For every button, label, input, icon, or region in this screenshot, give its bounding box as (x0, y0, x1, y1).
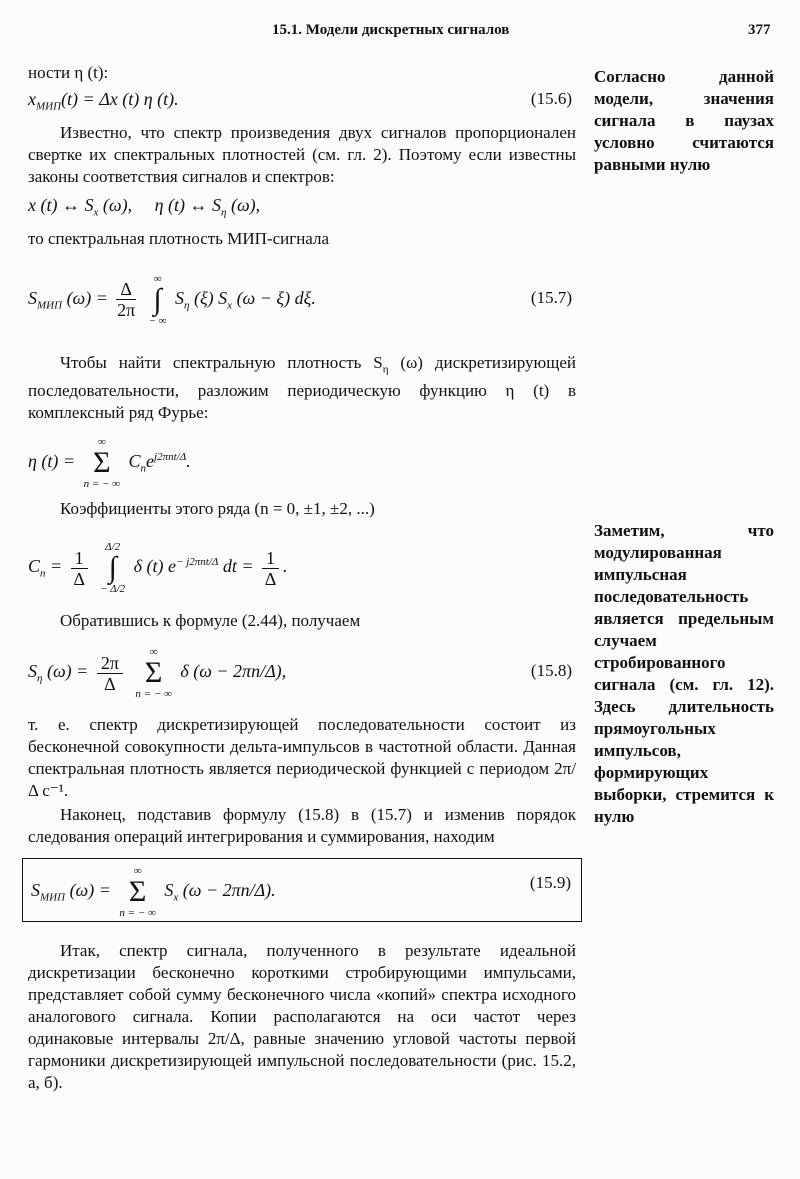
fraction: $\frac{1}{\Delta}$ (262, 548, 279, 589)
integral-sign: Δ/2 ∫ − Δ/2 (100, 541, 126, 596)
equation-number: (15.6) (530, 89, 572, 108)
formula-coefficients: $C_n$ = $\frac{1}{\Delta}$ Δ/2 ∫ − Δ/2 δ (t) $e^{- j2\pi nt/\Delta}$ dt = $\frac{1}{\Delta}$ . (28, 541, 288, 596)
margin-note-2: Заметим, что модулированная импульсная последовательность является предельным случаем стробированного сигнала (см. гл. 12). Здесь длительность прямоугольных импульсов, формирующих выборки, стремится к нулю (594, 521, 774, 826)
formula-15-8: $S_\eta$ (ω) = $\frac{2\pi}{\Delta}$ ∞ Σ n = − ∞ δ (ω − 2πn/Δ), (15.8) (28, 636, 576, 706)
paragraph: Итак, спектр сигнала, полученного в результате идеальной дискретизации бесконечно короткими стробирующими импульсами, представляет собой сумму бесконечного числа «копий» спектра исходного аналогового сигнала. Копии располагаются на оси частот через одинаковые интервалы 2π/Δ, равные значению угловой частоты первой гармоники дискретизирующей импульсной последовательности (рис. 15.2, а, б). (28, 941, 576, 1093)
formula-15-7: $S_{МИП}$ (ω) = $\frac{\Delta}{2\pi}$ ∞ ∫ − ∞ $S_\eta$ (ξ) $S_x$ (ω − ξ) dξ. (15.7) (28, 256, 576, 340)
fraction: $\frac{\Delta}{2\pi}$ (117, 279, 136, 321)
fraction: $\frac{1}{\Delta}$ (71, 548, 88, 589)
paragraph: Наконец, подставив формулу (15.8) в (15.7) и изменив порядок следования операций интегрирования и суммирования, находим (28, 805, 576, 847)
page-number: 377 (748, 22, 771, 38)
equation-number: (15.7) (530, 288, 572, 307)
paragraph: Коэффициенты этого ряда (n = 0, ±1, ±2, ...) (60, 499, 375, 519)
sum-sign: ∞ Σ n = − ∞ (83, 436, 121, 491)
integral-sign: ∞ ∫ − ∞ (148, 272, 167, 327)
main-column (28, 62, 576, 1094)
fraction: $\frac{2\pi}{\Delta}$ (97, 653, 123, 694)
equation-number: (15.8) (530, 661, 572, 681)
paragraph-continuation: ности η (t): (28, 63, 109, 82)
margin-note-1: Согласно данной модели, значения сигнала в паузах условно считаются равными нулю (594, 67, 774, 174)
running-title: 15.1. Модели дискретных сигналов (272, 22, 510, 38)
paragraph: то спектральная плотность МИП-сигнала (28, 229, 330, 248)
paragraph: т. е. спектр дискретизирующей последовательности состоит из бесконечной совокупности дельта-импульсов в частотной области. Данная спектральная плотность является периодической функцией с периодом 2π/Δ c⁻¹. (28, 715, 576, 801)
sum-sign: ∞ Σ n = − ∞ (135, 646, 172, 701)
formula-15-6: $x_{МИП}(t) = \Delta x$ (t) η (t). (15.6) (28, 89, 572, 113)
paragraph: Чтобы найти спектральную плотность $S_\eta$ (ω) дискретизирующей последовательности, разложим периодическую функцию η (t) в комплексный ряд Фурье: (28, 353, 576, 423)
sum-sign: ∞ Σ n = − ∞ (119, 865, 156, 920)
paragraph: Известно, что спектр произведения двух сигналов пропорционален свертке их спектральных плотностей (см. гл. 2). Поэтому если известны законы соответствия сигналов и спектров: (28, 123, 576, 186)
running-header (0, 22, 800, 46)
paragraph: Обратившись к формуле (2.44), получаем (60, 611, 361, 631)
formula-fourier-series: η (t) = ∞ Σ n = − ∞ $C_ne^{j2\pi nt/\Delta}$. (28, 436, 191, 491)
formula-correspondence: x (t) ↔ $S_x$ (ω), η (t) ↔ $S_\eta$ (ω), (28, 195, 261, 219)
equation-number: (15.9) (529, 873, 571, 893)
formula-15-9-boxed: $S_{МИП}$ (ω) = ∞ Σ n = − ∞ $S_x$ (ω − 2πn/Δ). (15.9) (22, 858, 582, 922)
